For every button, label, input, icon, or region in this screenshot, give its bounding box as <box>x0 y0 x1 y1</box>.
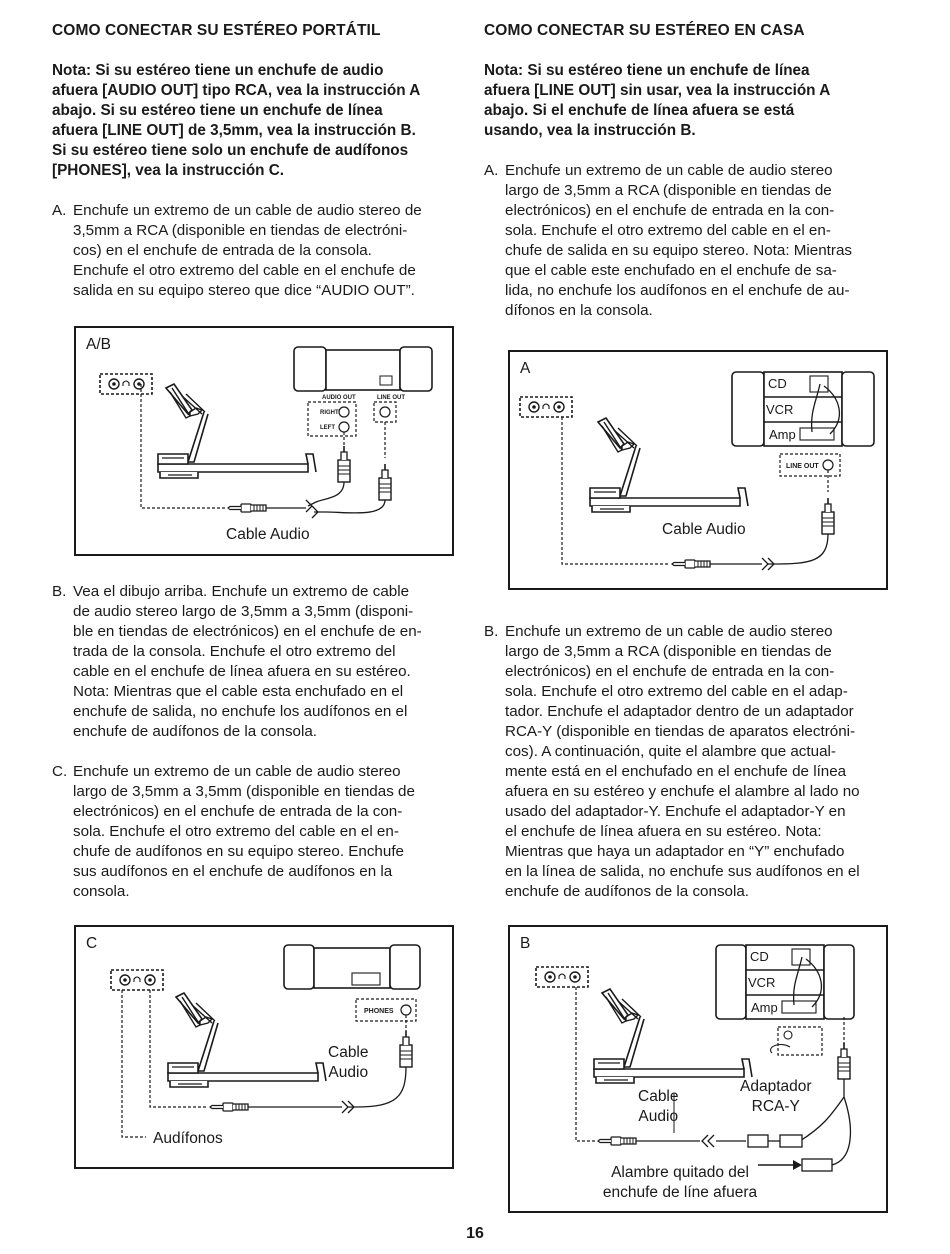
page-number: 16 <box>466 1225 484 1242</box>
step-line: lida, no enchufe los audífonos en el enchufe de au- <box>505 282 850 299</box>
step-line: Enchufe un extremo de un cable de audio stereo <box>73 763 401 780</box>
step-line: enchufe de audífonos de la consola. <box>73 723 318 740</box>
left-column <box>52 22 462 301</box>
figure-c <box>74 925 454 1169</box>
speaker-right <box>842 372 874 446</box>
caption-line: Cable <box>328 1044 369 1061</box>
step-home-b <box>484 622 894 902</box>
step-line: electrónicos) en el enchufe de entrada en la con- <box>505 202 835 219</box>
figure-b <box>508 925 888 1213</box>
speaker-right <box>390 945 420 989</box>
step-line: sus audífonos en el enchufe de audífonos en la <box>73 863 393 880</box>
step-portable-c <box>52 762 462 902</box>
step-portable-a <box>52 201 462 301</box>
note-line: abajo. Si el enchufe de línea afuera se está <box>484 102 795 119</box>
figure-c-drawing <box>76 927 452 1167</box>
step-line: enchufe de salida, no enchufe los audífonos en el <box>73 703 408 720</box>
step-line: usado del adaptador-Y. Enchufe el adaptador-Y en <box>505 803 846 820</box>
right-column <box>484 22 894 321</box>
cd-label: CD <box>750 949 769 964</box>
right-label: RIGHT <box>320 410 339 416</box>
figure-ab-tag: A/B <box>86 336 111 353</box>
figure-b-tag: B <box>520 935 531 952</box>
figure-b-adapter-label <box>740 1077 812 1117</box>
step-line: 3,5mm a RCA (disponible en tiendas de electróni- <box>73 222 408 239</box>
step-line: dífonos en la consola. <box>505 302 653 319</box>
amp-label: Amp <box>751 1000 778 1015</box>
step-line: Enchufe un extremo de un cable de audio stereo <box>505 623 833 640</box>
step-line: afuera en su estéreo y enchufe el alambre al lado no <box>505 783 860 800</box>
step-line: en la línea de salida, no enchufe sus audífonos en el <box>505 863 860 880</box>
step-line: electrónicos) en el enchufe de entrada de la con- <box>73 803 403 820</box>
vcr-label: VCR <box>748 975 776 990</box>
step-line: RCA-Y (disponible en tiendas de aparatos electróni- <box>505 723 856 740</box>
audio-out-label: AUDIO OUT <box>322 395 356 401</box>
note-line: abajo. Si su estéreo tiene un enchufe de línea <box>52 102 383 119</box>
step-line: Enchufe un extremo de un cable de audio stereo <box>505 162 833 179</box>
step-line: salida en su equipo stereo que dice “AUDIO OUT”. <box>73 282 415 299</box>
note-line: Nota: Si su estéreo tiene un enchufe de línea <box>484 62 810 79</box>
step-line: ble en tiendas de electrónicos) en el enchufe de en- <box>73 623 422 640</box>
step-label: C. <box>52 763 68 780</box>
note-line: [PHONES], vea la instrucción C. <box>52 162 285 179</box>
line-out-label: LINE OUT <box>786 463 819 470</box>
figure-a-tag: A <box>520 360 531 377</box>
speaker-left <box>284 945 314 989</box>
figure-a-drawing <box>510 352 886 588</box>
step-line: largo de 3,5mm a 3,5mm (disponible en tiendas de <box>73 783 415 800</box>
step-line: el enchufe de línea afuera en su estéreo. Nota: <box>505 823 822 840</box>
step-line: sola. Enchufe el otro extremo del cable en el adap- <box>505 683 848 700</box>
step-line: Enchufe el otro extremo del cable en el enchufe de <box>73 262 416 279</box>
step-line: sola. Enchufe el otro extremo del cable en el en- <box>505 222 831 239</box>
step-line: Nota: Mientras que el cable esta enchufado en el <box>73 683 404 700</box>
speaker-left <box>294 347 326 391</box>
step-line: chufe de salida en su equipo stereo. Nota: Mientras <box>505 242 852 259</box>
note-line: usando, vea la instrucción B. <box>484 122 696 139</box>
step-label: A. <box>52 202 67 219</box>
figure-b-wire-label <box>594 1163 766 1203</box>
step-line: cos) en el enchufe de entrada de la consola. <box>73 242 372 259</box>
step-line: enchufe de audífonos de la consola. <box>505 883 750 900</box>
caption-line: Audio <box>328 1064 369 1081</box>
caption-line: enchufe de líne afuera <box>602 1184 758 1201</box>
speaker-left <box>732 372 764 446</box>
figure-c-headphones-label: Audífonos <box>153 1130 223 1147</box>
step-line: electrónicos) en el enchufe de entrada en la con- <box>505 663 835 680</box>
caption-line: Cable <box>638 1088 679 1105</box>
caption-line: Alambre quitado del <box>611 1164 749 1181</box>
step-portable-b <box>52 582 462 742</box>
figure-a-cable-label: Cable Audio <box>662 521 746 538</box>
step-line: largo de 3,5mm a RCA (disponible en tiendas de <box>505 182 832 199</box>
step-line: largo de 3,5mm a RCA (disponible en tiendas de <box>505 643 832 660</box>
line-out-label: LINE OUT <box>377 395 405 401</box>
step-label: B. <box>484 623 499 640</box>
step-line: de audio stereo largo de 3,5mm a 3,5mm (disponi- <box>73 603 414 620</box>
note-line: afuera [LINE OUT] sin usar, vea la instrucción A <box>484 82 831 99</box>
figure-ab-drawing <box>76 328 452 554</box>
step-home-a <box>484 161 894 321</box>
note-home <box>484 61 894 141</box>
right-column-lower <box>484 622 894 902</box>
speaker-right <box>824 945 854 1019</box>
step-line: Mientras que haya un adaptador en “Y” enchufado <box>505 843 845 860</box>
step-line: chufe de audífonos en su equipo stereo. Enchufe <box>73 843 404 860</box>
step-line: sola. Enchufe el otro extremo del cable en el en- <box>73 823 399 840</box>
note-line: afuera [AUDIO OUT] tipo RCA, vea la instrucción A <box>52 82 421 99</box>
step-label: B. <box>52 583 67 600</box>
figure-ab-cable-label: Cable Audio <box>226 526 310 543</box>
note-portable <box>52 61 462 181</box>
cd-label: CD <box>768 376 787 391</box>
figure-b-cable-label <box>638 1087 679 1127</box>
caption-line: Audio <box>638 1108 679 1125</box>
figure-c-cable-label <box>328 1043 369 1083</box>
note-line: Si su estéreo tiene solo un enchufe de audífonos <box>52 142 409 159</box>
step-line: tador. Enchufe el adaptador dentro de un adaptador <box>505 703 854 720</box>
step-line: trada de la consola. Enchufe el otro extremo del <box>73 643 396 660</box>
step-line: que el cable este enchufado en el enchufe de sa- <box>505 262 837 279</box>
step-line: mente está en el enchufado en el enchufe de línea <box>505 763 847 780</box>
step-line: Vea el dibujo arriba. Enchufe un extremo de cable <box>73 583 410 600</box>
amp-label: Amp <box>769 427 796 442</box>
speaker-right <box>400 347 432 391</box>
step-line: cable en el enchufe de línea afuera en su estéreo. <box>73 663 411 680</box>
step-line: cos). A continuación, quite el alambre que actual- <box>505 743 836 760</box>
left-label: LEFT <box>320 425 335 431</box>
step-label: A. <box>484 162 499 179</box>
caption-line: Adaptador <box>740 1078 812 1095</box>
step-line: Enchufe un extremo de un cable de audio stereo de <box>73 202 422 219</box>
speaker-left <box>716 945 746 1019</box>
figure-a <box>508 350 888 590</box>
section-title-home: COMO CONECTAR SU ESTÉREO EN CASA <box>484 22 805 39</box>
figure-ab <box>74 326 454 556</box>
left-column-lower <box>52 582 462 902</box>
note-line: afuera [LINE OUT] de 3,5mm, vea la instrucción B. <box>52 122 416 139</box>
caption-line: RCA-Y <box>751 1098 800 1115</box>
phones-label: PHONES <box>364 1008 394 1015</box>
note-line: Nota: Si su estéreo tiene un enchufe de audio <box>52 62 384 79</box>
vcr-label: VCR <box>766 402 794 417</box>
section-title-portable: COMO CONECTAR SU ESTÉREO PORTÁTIL <box>52 22 381 39</box>
step-line: consola. <box>73 883 130 900</box>
figure-c-tag: C <box>86 935 98 952</box>
